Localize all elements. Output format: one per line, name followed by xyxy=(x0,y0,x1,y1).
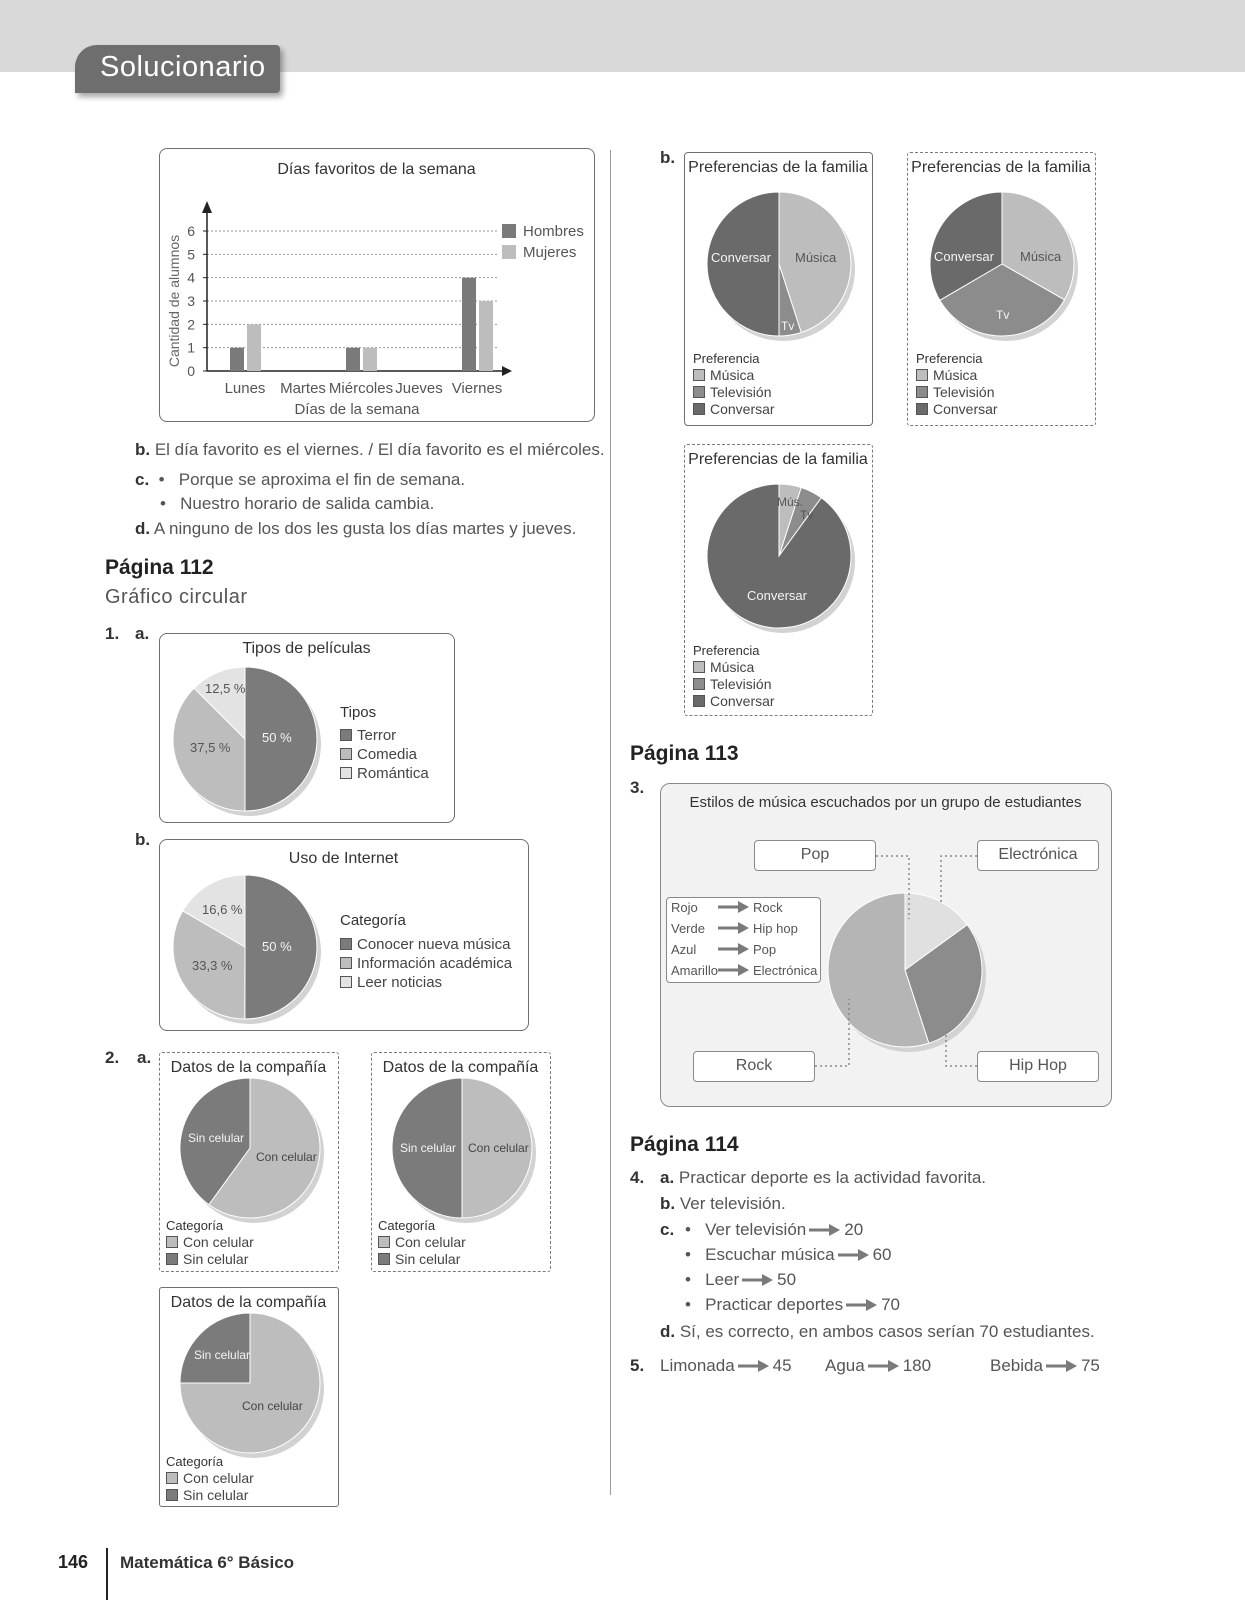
q4d-text: Sí, es correcto, en ambos casos serían 70 estudiantes. xyxy=(679,1322,1095,1341)
q4c-item: • Practicar deportes 70 xyxy=(685,1295,900,1314)
color-map-row xyxy=(671,942,776,957)
pie-card-compania-1 xyxy=(159,1052,339,1272)
q4-number: 4. xyxy=(630,1168,645,1187)
legend-title: Preferencia xyxy=(693,643,760,658)
arrow-icon xyxy=(718,943,750,955)
arrow-icon xyxy=(868,1360,900,1372)
pie-legend xyxy=(378,1234,466,1268)
page-112-heading: Página 112 xyxy=(105,556,214,579)
pie-legend xyxy=(916,367,998,418)
activity-label: Leer xyxy=(705,1270,740,1289)
section-title: Gráfico circular xyxy=(105,586,248,608)
pie-title: Preferencias de la familia xyxy=(688,451,868,468)
legend-title: Categoría xyxy=(166,1218,224,1233)
activity-value: 60 xyxy=(872,1245,892,1264)
q4b xyxy=(660,1194,786,1214)
pie-card-familia-1 xyxy=(684,152,873,426)
bar-mujeres xyxy=(363,348,377,371)
bar-hombres xyxy=(462,278,476,371)
legend-item: Música xyxy=(916,367,998,384)
legend-item: Música xyxy=(693,367,775,384)
pie-card-internet xyxy=(159,839,529,1031)
pie-data-label: 33,3 % xyxy=(192,958,233,973)
legend-item: Sin celular xyxy=(166,1251,254,1268)
legend-item: Conversar xyxy=(916,401,998,418)
section-tab xyxy=(75,45,280,93)
pie-data-label: Con celular xyxy=(468,1141,529,1155)
pie-card-familia-2 xyxy=(907,152,1096,426)
pie-svg-internet xyxy=(160,862,330,1032)
answer-c2-row: • Nuestro horario de salida cambia. xyxy=(160,494,435,513)
y-tick-label: 0 xyxy=(187,363,195,379)
pie-data-label: 50 % xyxy=(262,730,292,745)
legend-item: Con celular xyxy=(378,1234,466,1251)
drink-value: 45 xyxy=(772,1356,792,1375)
x-tick-label: Miércoles xyxy=(328,380,394,397)
q3-number: 3. xyxy=(630,778,645,797)
legend-item: Con celular xyxy=(166,1234,254,1251)
book-title: Matemática 6° Básico xyxy=(120,1553,295,1572)
q4a-text: Practicar deporte es la actividad favorita. xyxy=(678,1168,987,1187)
q5-item xyxy=(660,1356,792,1376)
legend-item: Conocer nueva música xyxy=(340,935,512,954)
legend-item: Con celular xyxy=(166,1470,254,1487)
y-tick-label: 4 xyxy=(187,269,195,286)
pie-data-label: Conversar xyxy=(934,249,994,264)
answer-c2: Nuestro horario de salida cambia. xyxy=(180,494,435,513)
pie-svg-familia-2 xyxy=(908,179,1097,349)
q4b-text: Ver televisión. xyxy=(679,1194,786,1213)
bar-chart-card xyxy=(159,148,595,422)
genre-name: Hip hop xyxy=(753,921,798,936)
q2-number: 2. xyxy=(105,1048,120,1067)
legend-item: Comedia xyxy=(340,745,429,764)
answer-d xyxy=(135,519,576,539)
drink-value: 180 xyxy=(902,1356,932,1375)
pie-data-label: Con celular xyxy=(242,1399,303,1413)
pie-data-label: Sin celular xyxy=(194,1348,251,1362)
music-chart-title: Estilos de música escuchados por un grupo de estudiantes xyxy=(689,794,1082,811)
legend-item: Televisión xyxy=(693,384,775,401)
activity-label: Practicar deportes xyxy=(705,1295,844,1314)
arrow-icon xyxy=(738,1360,770,1372)
y-tick-label: 3 xyxy=(187,293,195,309)
drink-value: 75 xyxy=(1080,1356,1100,1375)
drink-label: Bebida xyxy=(990,1356,1043,1375)
pie-data-label: Sin celular xyxy=(400,1141,457,1155)
q4c-item: • Ver televisión 20 xyxy=(685,1220,864,1239)
q4b-letter: b. xyxy=(660,1194,676,1213)
right-b-letter: b. xyxy=(660,148,676,167)
pie-data-label: Conversar xyxy=(747,588,807,603)
pie-data-label: Sin celular xyxy=(188,1131,245,1145)
q5-item xyxy=(825,1356,931,1376)
arrow-icon xyxy=(846,1299,878,1311)
arrow-icon xyxy=(809,1224,841,1236)
legend-item: Terror xyxy=(340,726,429,745)
q4c-item: • Escuchar música 60 xyxy=(685,1245,892,1264)
legend-title: Categoría xyxy=(340,912,406,929)
pie-data-label: Conversar xyxy=(711,250,771,265)
bar-chart-title: Días favoritos de la semana xyxy=(277,161,476,178)
pie-title: Datos de la compañía xyxy=(170,1059,327,1076)
legend-label: Hombres xyxy=(523,223,584,240)
color-map-row xyxy=(671,963,817,978)
legend-item: Leer noticias xyxy=(340,973,512,992)
legend-title: Preferencia xyxy=(916,351,983,366)
column-divider xyxy=(610,150,611,1495)
activity-value: 70 xyxy=(881,1295,900,1314)
connector-electronica xyxy=(941,856,977,904)
genre-name: Rock xyxy=(753,900,783,915)
legend-item: Información académica xyxy=(340,954,512,973)
arrow-icon xyxy=(718,964,750,976)
legend-title: Categoría xyxy=(166,1454,224,1469)
q4c-item: • Leer 50 xyxy=(685,1270,797,1289)
pie-card-compania-2 xyxy=(371,1052,551,1272)
legend-item: Televisión xyxy=(916,384,998,401)
pie-card-compania-3 xyxy=(159,1287,339,1507)
q4d xyxy=(660,1322,1095,1342)
x-axis-label: Días de la semana xyxy=(294,401,420,418)
pie-data-label: Tv xyxy=(996,308,1010,322)
pie-data-label: Con celular xyxy=(256,1150,317,1164)
legend-swatch xyxy=(502,224,516,238)
legend-item: Sin celular xyxy=(378,1251,466,1268)
answer-c-letter: c. xyxy=(135,470,150,489)
answer-b-text: El día favorito es el viernes. / El día favorito es el miércoles. xyxy=(154,440,605,459)
legend-item: Romántica xyxy=(340,764,429,783)
q4a-letter: a. xyxy=(660,1168,675,1187)
pie-title: Preferencias de la familia xyxy=(911,159,1091,176)
legend-label: Mujeres xyxy=(523,244,577,261)
activity-label: Ver televisión xyxy=(705,1220,807,1239)
x-tick-label: Martes xyxy=(280,380,326,397)
pie-data-label: Tv xyxy=(781,319,795,333)
section-tab-label: Solucionario xyxy=(100,51,266,83)
bar-mujeres xyxy=(247,324,261,371)
bar-hombres xyxy=(230,348,244,371)
page-113-heading: Página 113 xyxy=(630,742,739,765)
pie-legend xyxy=(166,1470,254,1504)
pie-legend xyxy=(340,726,429,783)
pie-title: Datos de la compañía xyxy=(170,1294,327,1311)
bar-chart-svg xyxy=(160,149,596,423)
legend-title: Tipos xyxy=(340,704,377,721)
drink-label: Limonada xyxy=(660,1356,735,1375)
legend-item: Conversar xyxy=(693,401,775,418)
q1-number: 1. xyxy=(105,624,120,643)
legend-item: Música xyxy=(693,659,775,676)
answer-d-letter: d. xyxy=(135,519,151,538)
activity-value: 50 xyxy=(777,1270,797,1289)
pill-hiphop: Hip Hop xyxy=(977,1051,1099,1082)
answer-c: c. • Porque se aproxima el fin de semana. xyxy=(135,470,466,489)
color-name: Rojo xyxy=(671,900,698,915)
pie-title: Tipos de películas xyxy=(242,640,371,657)
pie-legend xyxy=(693,367,775,418)
activity-label: Escuchar música xyxy=(705,1245,835,1264)
legend-title: Categoría xyxy=(378,1218,436,1233)
arrow-icon xyxy=(718,922,750,934)
pie-data-label: 50 % xyxy=(262,939,292,954)
legend-item: Conversar xyxy=(693,693,775,710)
y-axis-label: Cantidad de alumnos xyxy=(166,234,182,368)
answer-c1: Porque se aproxima el fin de semana. xyxy=(178,470,466,489)
legend-item: Sin celular xyxy=(166,1487,254,1504)
pill-rock: Rock xyxy=(693,1051,815,1082)
pie-svg-compania-3 xyxy=(160,1310,340,1460)
q4c-letter: c. xyxy=(660,1220,675,1239)
genre-name: Electrónica xyxy=(753,963,818,978)
color-map-box xyxy=(666,897,821,983)
x-tick-label: Lunes xyxy=(224,380,266,397)
y-tick-label: 2 xyxy=(187,316,195,333)
pie-data-label: Mús. xyxy=(777,495,804,509)
music-chart-card xyxy=(660,783,1112,1107)
x-axis-arrow-icon xyxy=(502,366,512,376)
pie-title: Datos de la compañía xyxy=(382,1059,539,1076)
y-tick-label: 6 xyxy=(187,223,195,239)
color-name: Amarillo xyxy=(671,963,718,978)
pill-pop: Pop xyxy=(754,840,876,871)
page-114-heading: Página 114 xyxy=(630,1133,739,1156)
color-map-row xyxy=(671,921,798,936)
answer-b xyxy=(135,440,605,460)
pill-electronica: Electrónica xyxy=(977,840,1099,871)
pie-data-label: Tv xyxy=(800,508,814,522)
pie-legend xyxy=(693,659,775,710)
pie-title: Preferencias de la familia xyxy=(688,159,868,176)
page-number: 146 xyxy=(58,1552,89,1572)
q5-number: 5. xyxy=(630,1356,645,1375)
pie-data-label: Música xyxy=(1020,249,1062,264)
color-name: Azul xyxy=(671,942,697,957)
pie-legend xyxy=(340,935,512,992)
color-name: Verde xyxy=(671,921,705,936)
pie-title: Uso de Internet xyxy=(288,850,399,867)
x-tick-label: Viernes xyxy=(451,380,503,397)
color-map-row xyxy=(671,900,783,915)
arrow-icon xyxy=(838,1249,870,1261)
pie-data-label: 37,5 % xyxy=(190,740,231,755)
bar-hombres xyxy=(346,348,360,371)
arrow-icon xyxy=(718,901,750,913)
y-axis-arrow-icon xyxy=(202,201,212,213)
activity-value: 20 xyxy=(844,1220,864,1239)
arrow-icon xyxy=(742,1274,774,1286)
q4d-letter: d. xyxy=(660,1322,676,1341)
pie-data-label: 12,5 % xyxy=(205,681,246,696)
pie-legend xyxy=(166,1234,254,1268)
legend-title: Preferencia xyxy=(693,351,760,366)
x-tick-label: Jueves xyxy=(395,380,443,397)
q4a xyxy=(660,1168,986,1188)
q5-item xyxy=(990,1356,1100,1376)
answer-d-text: A ninguno de los dos les gusta los días martes y jueves. xyxy=(153,519,577,538)
q1a-letter: a. xyxy=(135,624,150,643)
genre-name: Pop xyxy=(753,942,777,957)
arrow-icon xyxy=(1046,1360,1078,1372)
q1b-letter: b. xyxy=(135,830,151,849)
pie-card-peliculas xyxy=(159,633,455,823)
bar-mujeres xyxy=(479,301,493,371)
pie-data-label: Música xyxy=(795,250,837,265)
pie-data-label: 16,6 % xyxy=(202,902,243,917)
drink-label: Agua xyxy=(825,1356,865,1375)
q2a-letter: a. xyxy=(137,1048,152,1067)
legend-swatch xyxy=(502,245,516,259)
footer-divider xyxy=(106,1548,108,1600)
pie-card-familia-3 xyxy=(684,444,873,716)
y-tick-label: 1 xyxy=(187,339,195,356)
y-tick-label: 5 xyxy=(187,246,195,263)
answer-b-letter: b. xyxy=(135,440,151,459)
q4c-letter-row xyxy=(660,1220,674,1240)
legend-item: Televisión xyxy=(693,676,775,693)
